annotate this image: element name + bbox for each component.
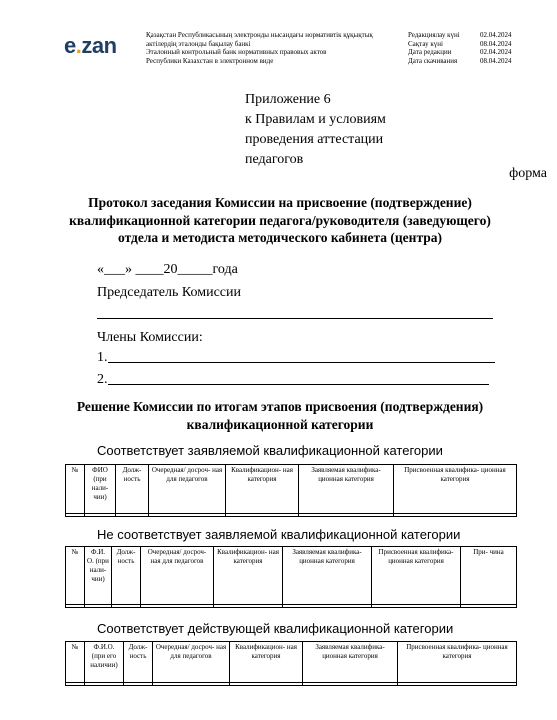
results-table-current [65,641,517,686]
col-header: Квалификацион- ная категория [230,642,303,683]
appendix-line: к Правилам и условиям [245,112,386,127]
col-header: При- чина [461,547,517,605]
appendix-line: педагогов [245,152,304,167]
col-header: Очередная/ досроч- ная для педагогов [141,547,214,605]
col-header: Заявляемая квалифика- ционная категория [299,465,394,514]
source-line: Эталонный контрольный банк нормативных правовых актов [146,48,327,56]
appendix-line: проведения аттестации [245,132,384,147]
col-header: Долж- ность [112,547,141,605]
source-line: актілердің эталонды бақылау банкі [146,39,251,48]
table-row [66,605,517,608]
appendix-line: Приложение 6 [245,92,331,107]
member-2-line [108,384,489,385]
results-table-not-matching [65,546,517,608]
member-1-line [108,362,495,363]
table-row [66,683,517,686]
col-header: Квалификацион- ная категория [226,465,299,514]
meta-key: Дата редакции [408,48,452,56]
document-dates [408,31,512,65]
col-header: Ф.И.О. (при его наличии) [85,642,124,683]
form-label: форма [509,166,547,181]
document-title: Протокол заседания Комиссии на присвоение (подтверждение) квалификационной категории педагога/руководителя (заведующего) отдела и методиста методического кабинета (центра) [69,195,491,245]
col-header: Присвоенная квалифика- ционная категория [394,465,517,514]
col-header: № [66,642,85,683]
meta-value: 08.04.2024 [480,56,512,65]
meta-key: Редакциялау күні [408,31,460,39]
col-header: Очередная/ досроч- ная для педагогов [149,465,226,514]
table-row [66,514,517,517]
chairman-signature-line [97,318,493,319]
members-label: Члены Комиссии: [97,330,203,345]
section-heading: Не соответствует заявляемой квалификационной категории [97,527,461,542]
col-header: ФИО (при нали- чии) [85,465,116,514]
section-heading: Соответствует заявляемой квалификационной категории [97,443,443,458]
source-line: Республики Казахстан в электронном виде [146,56,274,65]
date-line: «___» ____20_____года [97,262,238,277]
source-caption [146,31,396,65]
col-header: Долж- ность [124,642,153,683]
meta-value: 08.04.2024 [480,39,512,48]
appendix-note [245,90,386,170]
col-header: Присвоенная квалифика- ционная категория [398,642,517,683]
col-header: Заявляемая квалифика- ционная категория [303,642,398,683]
member-1-number: 1. [97,350,108,365]
col-header: Очередная/ досроч- ная для педагогов [153,642,230,683]
meta-key: Сақтау күні [408,39,443,48]
ezan-logo: e.zan [64,33,117,58]
decision-title: Решение Комиссии по итогам этапов присвоения (подтверждения) квалификационной категории [76,399,484,432]
source-line: Қазақстан Республикасының электронды нысандағы нормативтік құқықтық [146,31,373,39]
col-header: Ф.И. О. (при нали- чии) [85,547,112,605]
meta-value: 02.04.2024 [480,48,512,56]
col-header: Заявляемая квалифика- ционная категория [283,547,372,605]
chairman-label: Председатель Комиссии [97,285,241,300]
meta-value: 02.04.2024 [480,31,512,39]
section-heading: Соответствует действующей квалификационной категории [97,621,454,636]
col-header: № [66,465,85,514]
meta-key: Дата скачивания [408,56,458,65]
col-header: № [66,547,85,605]
col-header: Долж- ность [116,465,149,514]
col-header: Присвоенная квалифика- ционная категория [372,547,461,605]
results-table-matching [65,464,517,517]
member-2-number: 2. [97,372,108,387]
col-header: Квалификацион- ная категория [214,547,283,605]
